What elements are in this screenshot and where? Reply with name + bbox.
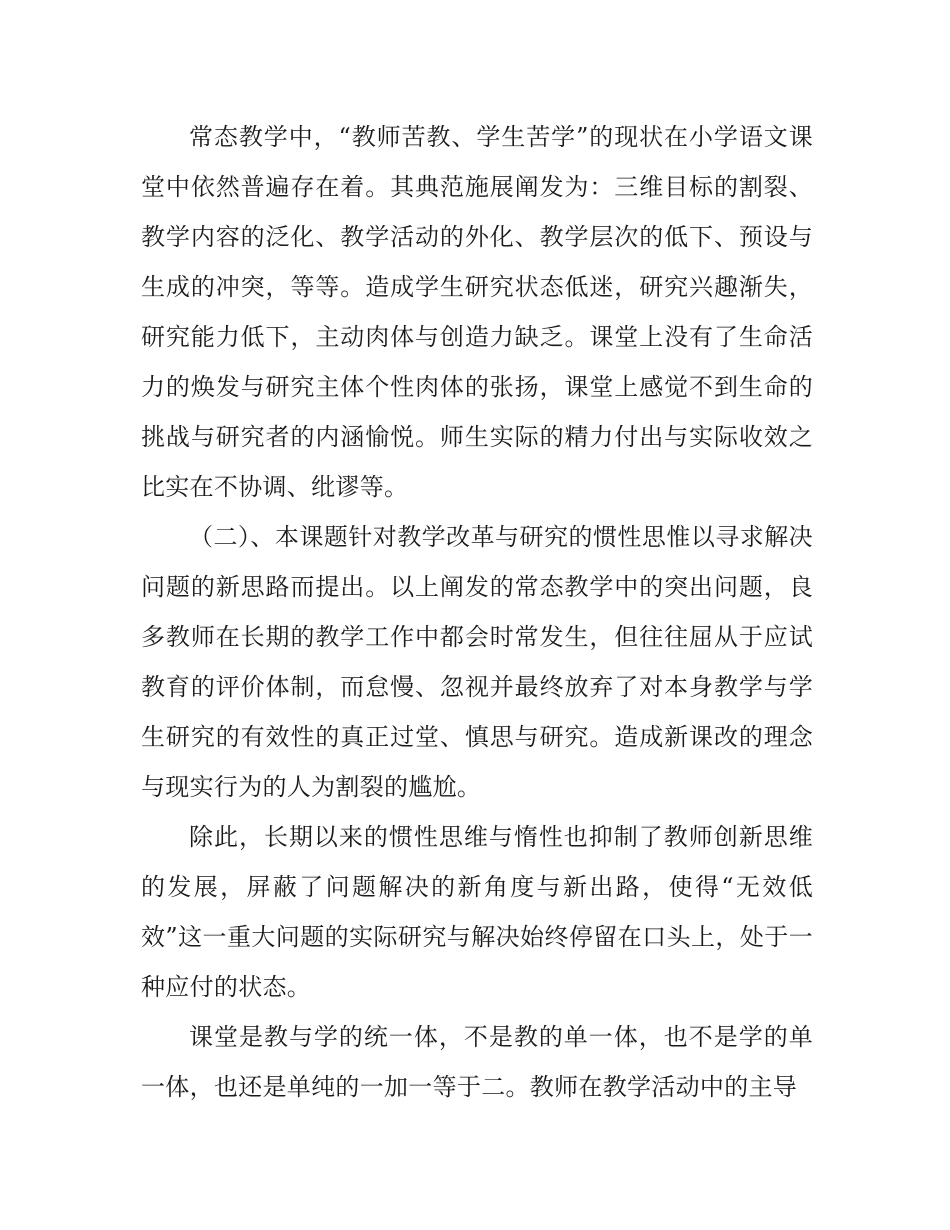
body-text [141, 112, 813, 1112]
paragraph-3: 除此，长期以来的惯性思维与惰性也抑制了教师创新思维的发展，屏蔽了问题解决的新角度与新出路，使得“无效低效”这一重大问题的实际研究与解决始终停留在口头上，处于一种应付的状态。 [141, 823, 813, 1001]
paragraph-1: 常态教学中，“教师苦教、学生苦学”的现状在小学语文课堂中依然普遍存在着。其典范施展阐发为：三维目标的割裂、教学内容的泛化、教学活动的外化、教学层次的低下、预设与生成的冲突，等等。造成学生研究状态低迷，研究兴趣渐失，研究能力低下，主动肉体与创造力缺乏。课堂上没有了生命活力的焕发与研究主体个性肉体的张扬，课堂上感觉不到生命的挑战与研究者的内涵愉悦。师生实际的精力付出与实际收效之比实在不协调、纰谬等。 [141, 123, 813, 501]
paragraph-2: （二）、本课题针对教学改革与研究的惯性思惟以寻求解决问题的新思路而提出。以上阐发的常态教学中的突出问题，良多教师在长期的教学工作中都会时常发生，但往往屈从于应试教育的评价体制，而怠慢、忽视并最终放弃了对本身教学与学生研究的有效性的真正过堂、慎思与研究。造成新课改的理念与现实行为的人为割裂的尴尬。 [141, 523, 813, 801]
paragraph-4: 课堂是教与学的统一体，不是教的单一体，也不是学的单一体，也还是单纯的一加一等于二。教师在教学活动中的主导 [141, 1023, 813, 1101]
